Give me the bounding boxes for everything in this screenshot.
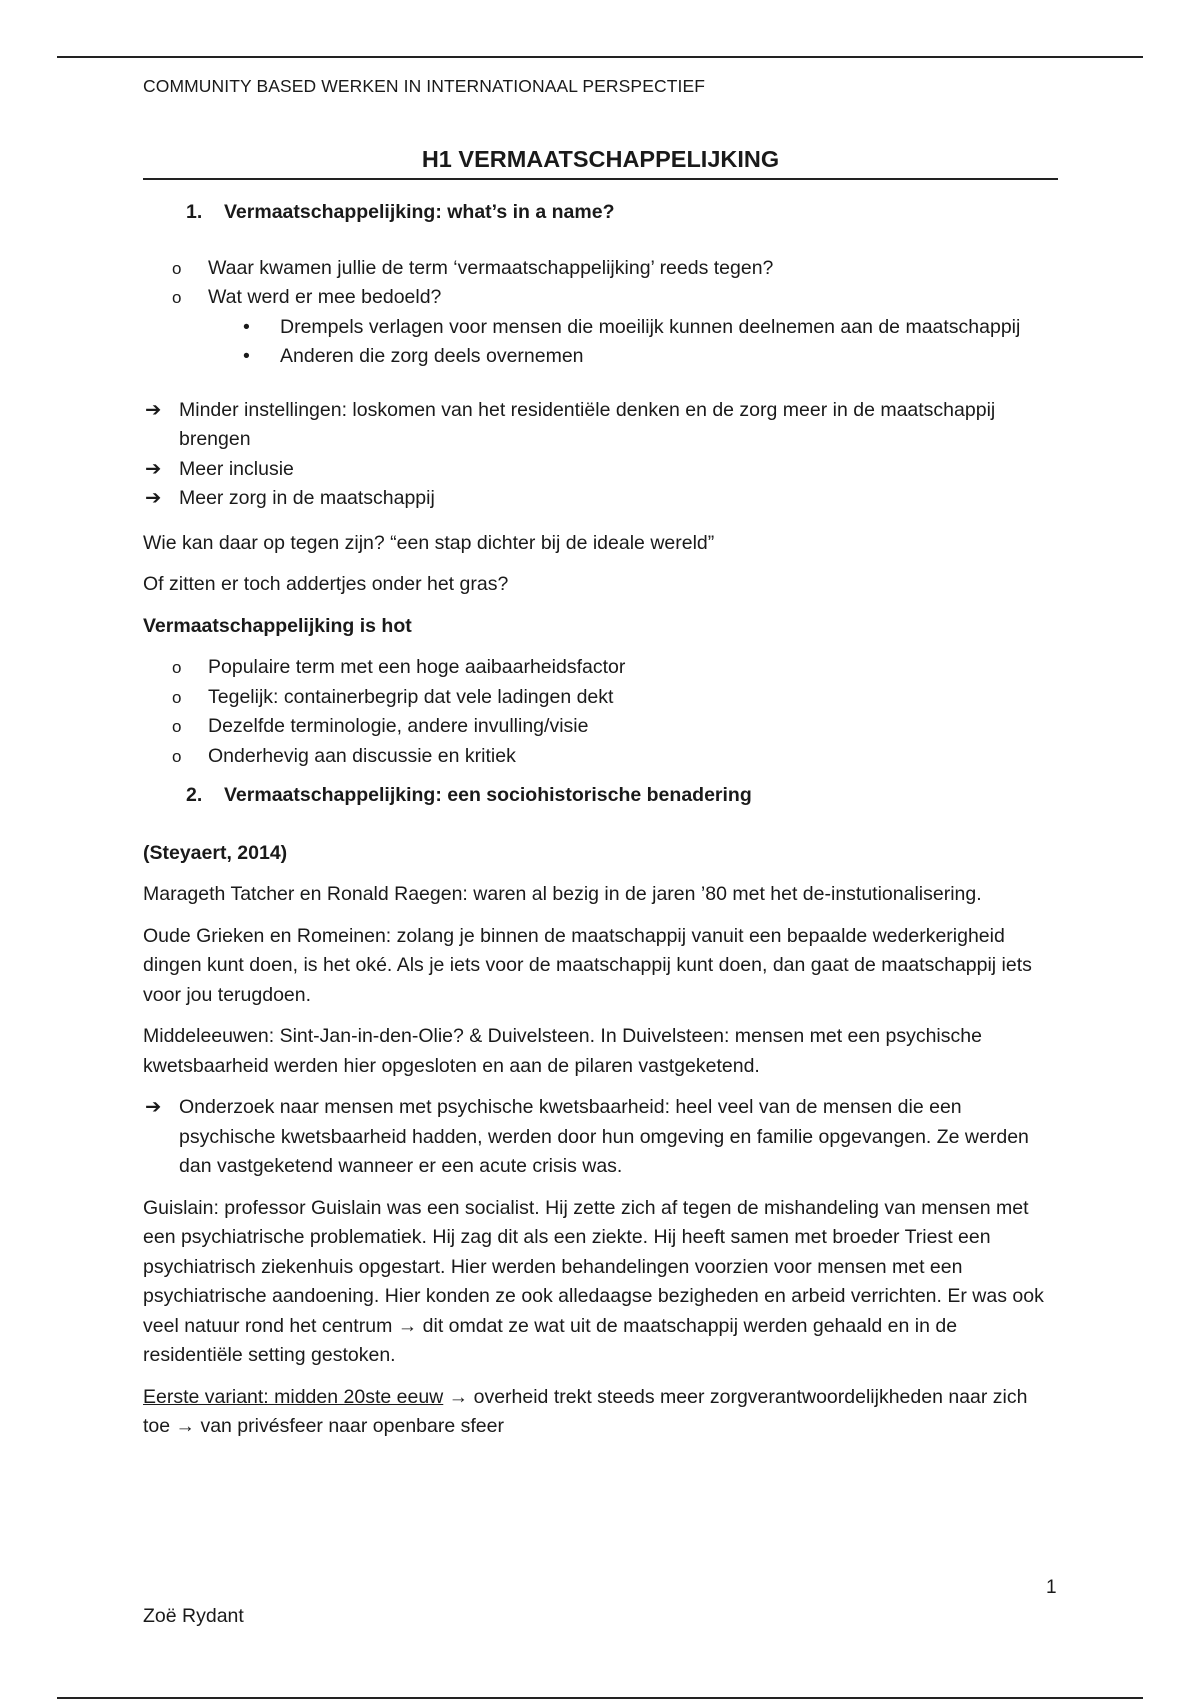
list-item: o Dezelfde terminologie, andere invulling/visie xyxy=(143,712,1058,742)
arrow-item: ➔ Minder instellingen: loskomen van het residentiële denken en de zorg meer in de maatschappij brengen xyxy=(143,396,1058,455)
arrow-item: ➔ Meer inclusie xyxy=(143,455,1058,485)
list-item: o Onderhevig aan discussie en kritiek xyxy=(143,742,1058,772)
meaning-list xyxy=(143,313,1058,372)
section-heading-2 xyxy=(186,781,1058,811)
underlined-text: Eerste variant: midden 20ste eeuw xyxy=(143,1385,444,1408)
top-rule xyxy=(57,56,1143,58)
bottom-rule xyxy=(57,1697,1143,1699)
section-heading-1 xyxy=(186,198,1058,228)
author-name: Zoë Rydant xyxy=(143,1605,244,1627)
list-item xyxy=(143,283,1058,313)
list-item: o Populaire term met een hoge aaibaarheidsfactor xyxy=(143,653,1058,683)
paragraph: Wie kan daar op tegen zijn? “een stap dichter bij de ideale wereld” xyxy=(143,531,715,554)
arrow-item: ➔ Meer zorg in de maatschappij xyxy=(143,484,1058,514)
list-item: o Tegelijk: containerbegrip dat vele ladingen dekt xyxy=(143,683,1058,713)
paragraph-text: → overheid trekt steeds meer zorgverantwoordelijkheden naar zich toe → van privésfeer naar openbare sfeer xyxy=(143,1385,1028,1437)
document-body xyxy=(143,140,1058,1457)
list-item-text: Wat werd er mee bedoeld? xyxy=(208,286,442,308)
citation: (Steyaert, 2014) xyxy=(143,841,288,864)
arrow-list xyxy=(143,396,1058,514)
hot-list xyxy=(143,653,1058,771)
list-item: • Anderen die zorg deels overnemen xyxy=(143,342,1058,372)
page-number: 1 xyxy=(1046,1577,1057,1598)
paragraph xyxy=(143,1383,1058,1442)
section-number: 2. xyxy=(186,784,203,806)
arrow-item: ➔ Onderzoek naar mensen met psychische kwetsbaarheid: heel veel van de mensen die een psychische kwetsbaarheid hadden, werden door hun omgeving en familie opgevangen. Ze werden dan vastgeketend wanneer er een acute crisis was. xyxy=(143,1093,1058,1182)
chapter-title: H1 VERMAATSCHAPPELIJKING xyxy=(143,140,1058,180)
paragraph: Of zitten er toch addertjes onder het gras? xyxy=(143,573,509,595)
paragraph: Marageth Tatcher en Ronald Raegen: waren al bezig in de jaren ’80 met het de-instutionalisering. xyxy=(143,883,982,905)
section-number: 1. xyxy=(186,201,203,223)
arrow-list xyxy=(143,1093,1058,1182)
paragraph: Middeleeuwen: Sint-Jan-in-den-Olie? & Duivelsteen. In Duivelsteen: mensen met een psychische kwetsbaarheid werden hier opgesloten en aan de pilaren vastgeketend. xyxy=(143,1025,982,1077)
section-title: Vermaatschappelijking: what’s in a name? xyxy=(224,201,615,223)
list-item: • Drempels verlagen voor mensen die moeilijk kunnen deelnemen aan de maatschappij xyxy=(143,313,1058,343)
paragraph: Oude Grieken en Romeinen: zolang je binnen de maatschappij vanuit een bepaalde wederkerigheid dingen kunt doen, is het oké. Als je iets voor de maatschappij kunt doen, dan gaat de maatschappij iets voor jou terugdoen. xyxy=(143,924,1032,1006)
list-item: o Waar kwamen jullie de term ‘vermaatschappelijking’ reeds tegen? xyxy=(143,254,1058,284)
section-title: Vermaatschappelijking: een sociohistorische benadering xyxy=(224,784,752,806)
paragraph: Guislain: professor Guislain was een socialist. Hij zette zich af tegen de mishandeling van mensen met een psychiatrische problematiek. Hij zag dit als een ziekte. Hij heeft samen met broeder Triest een psychiatrisch ziekenhuis opgestart. Hier werden behandelingen voorzien voor mensen met een psychiatrische aandoening. Hier konden ze ook alledaagse bezigheden en arbeid verrichten. Er was ook veel natuur rond het centrum → dit omdat ze wat uit de maatschappij werden gehaald en in de residentiële setting gestoken. xyxy=(143,1196,1044,1366)
question-list xyxy=(143,254,1058,313)
running-header: COMMUNITY BASED WERKEN IN INTERNATIONAAL PERSPECTIEF xyxy=(143,76,706,96)
subheading: Vermaatschappelijking is hot xyxy=(143,614,412,637)
